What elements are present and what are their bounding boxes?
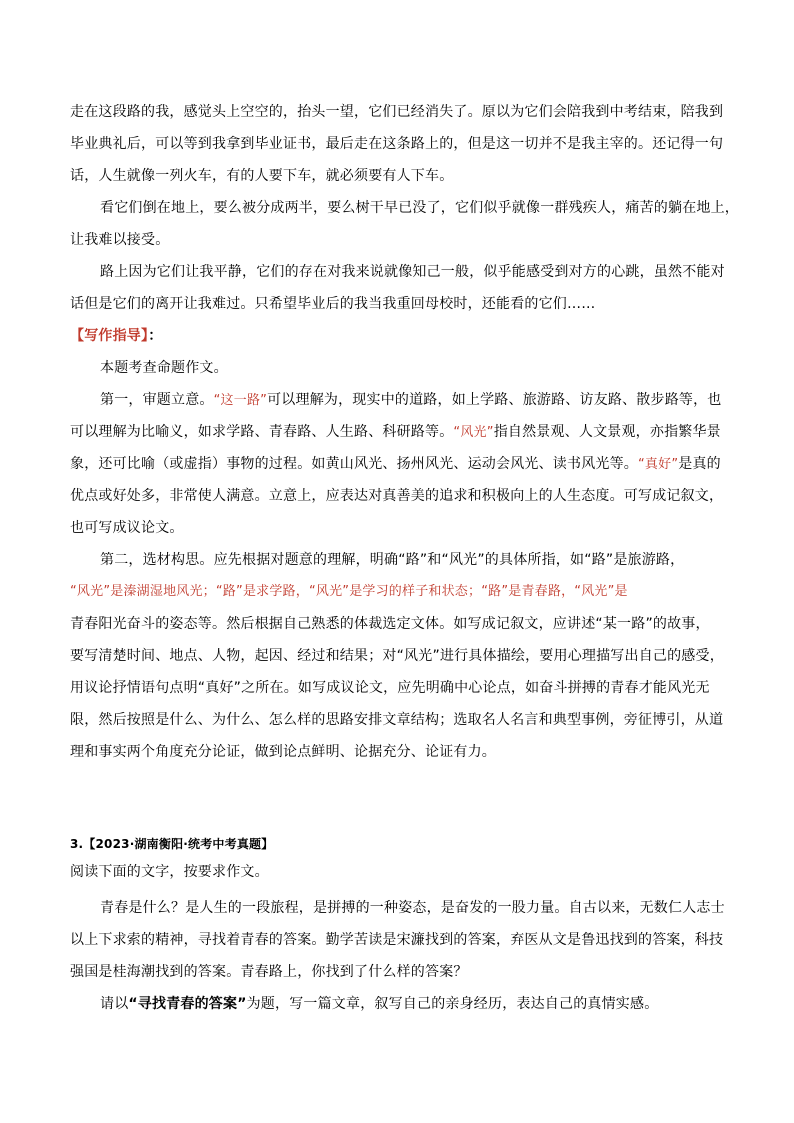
essay-line: 话但是它们的离开让我难过。只希望毕业后的我当我重回母校时，还能看的它们…… <box>70 296 596 312</box>
guide-heading <box>70 326 162 346</box>
guide-p1-line: 也可写成议论文。 <box>70 520 184 536</box>
guide-text: 象，还可比喻（或虚指）事物的过程。如黄山风光、扬州风光、运动会风光、读书风光等。 <box>70 456 638 472</box>
prompt-line: 以上下求索的精神，寻找着青春的答案。勤学苦读是宋濂找到的答案，弃医从文是鲁迅找到的答案，科技 <box>70 932 724 948</box>
essay-line: 走在这段路的我，感觉头上空空的，抬头一望，它们已经消失了。原以为它们会陪我到中考结束，陪我到 <box>70 104 724 120</box>
guide-p1-line <box>100 390 722 411</box>
guide-p1-line <box>70 454 721 475</box>
prompt-line: 青春是什么？是人生的一段旅程，是拼搏的一种姿态，是奋发的一股力量。自古以来，无数仁人志士 <box>100 900 725 916</box>
guide-p2-line: 限，然后按照是什么、为什么、怎么样的思路安排文章结构；选取名人名言和典型事例，旁征博引，从道 <box>70 712 724 728</box>
quoted-term: “风光” <box>453 425 494 440</box>
essay-line: 路上因为它们让我平静，它们的存在对我来说就像知己一般，似乎能感受到对方的心跳，虽然不能对 <box>100 264 725 280</box>
guide-text: 可以理解为比喻义，如求学路、青春路、人生路、科研路等。 <box>70 424 454 440</box>
guide-text: 可以理解为，现实中的道路，如上学路、旅游路、访友路、散步路等，也 <box>267 392 722 408</box>
guide-p2-line: 要写清楚时间、地点、人物，起因、经过和结果；对“风光”进行具体描绘，要用心理描写出自己的感受， <box>70 648 724 664</box>
quoted-term: “真好” <box>638 457 679 472</box>
prompt-requirement <box>100 994 658 1014</box>
essay-line: 话，人生就像一列火车，有的人要下车，就必须要有人下车。 <box>70 168 454 184</box>
guide-p2-line: 第二，选材构思。应先根据对题意的理解，明确“路”和“风光”的具体所指，如“路”是旅游路， <box>100 552 685 568</box>
guide-text: 指自然景观、人文景观，亦指繁华景 <box>493 424 721 440</box>
essay-line: 毕业典礼后，可以等到我拿到毕业证书，最后走在这条路上的，但是这一切并不是我主宰的。还记得一句 <box>70 136 724 152</box>
question-instruction: 阅读下面的文字，按要求作文。 <box>70 864 269 880</box>
essay-title: “寻找青春的答案” <box>128 996 247 1012</box>
guide-text: 是真的 <box>678 456 721 472</box>
requirement-text: 为题，写一篇文章，叙写自己的亲身经历，表达自己的真情实感。 <box>246 996 659 1012</box>
guide-p2-line: “风光”是溱湖湿地风光；“路”是求学路，“风光”是学习的样子和状态；“路”是青春路，“风光”是 <box>70 584 628 599</box>
prompt-line: 强国是桂海潮找到的答案。青春路上，你找到了什么样的答案？ <box>70 964 468 980</box>
guide-p2-line: 用议论抒情语句点明“真好”之所在。如写成议论文，应先明确中心论点，如奋斗拼搏的青春才能风光无 <box>70 680 710 696</box>
guide-heading-text: 【写作指导】 <box>70 328 149 344</box>
requirement-text: 请以 <box>100 996 129 1012</box>
guide-p2-line: 理和事实两个角度充分论证，做到论点鲜明、论据充分、论证有力。 <box>70 744 496 760</box>
guide-text: 第一，审题立意。 <box>100 392 214 408</box>
essay-line: 看它们倒在地上，要么被分成两半，要么树干早已没了，它们似乎就像一群残疾人，痛苦的躺在地上， <box>100 200 739 216</box>
question-heading: 3.【2023·湖南衡阳·统考中考真题】 <box>70 837 274 851</box>
guide-p1-line <box>70 422 721 443</box>
guide-p1-line: 优点或好处多，非常使人满意。立意上，应表达对真善美的追求和积极向上的人生态度。可写成记叙文， <box>70 488 724 504</box>
guide-heading-colon: ： <box>148 328 163 344</box>
guide-intro: 本题考查命题作文。 <box>100 360 228 376</box>
essay-line: 让我难以接受。 <box>70 232 170 248</box>
guide-p2-line: 青春阳光奋斗的姿态等。然后根据自己熟悉的体裁选定文体。如写成记叙文，应讲述“某一路”的故事， <box>70 616 710 632</box>
quoted-term: “这一路” <box>213 393 268 408</box>
